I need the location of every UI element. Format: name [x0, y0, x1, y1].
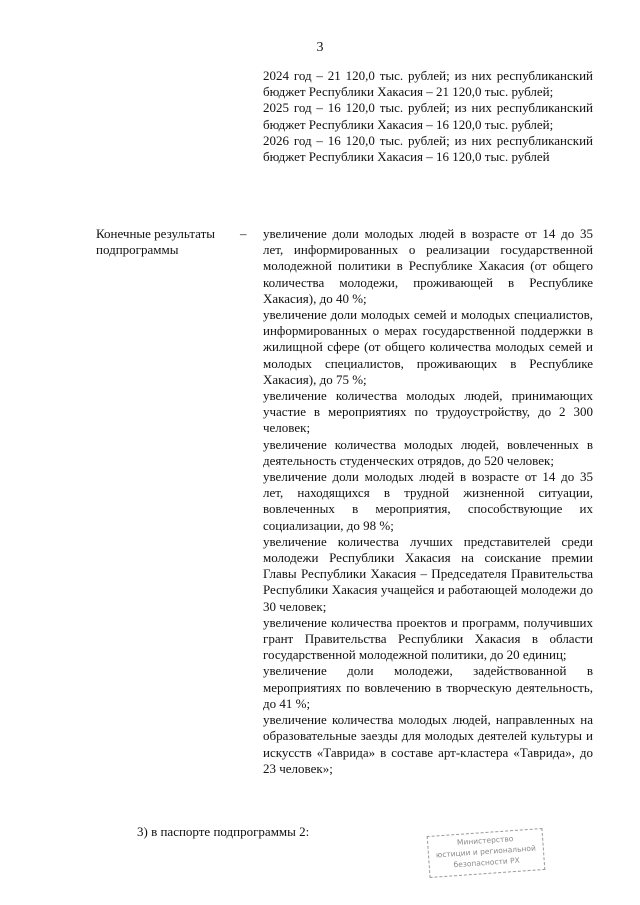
result-item: увеличение доли молодых людей в возрасте от 14 до 35 лет, находящихся в трудной жизненной ситуации, вовлеченных в мероприятия, способствующие их социализации, до 98 %; — [263, 469, 593, 533]
page-number: 3 — [316, 40, 324, 55]
section-heading: 3) в паспорте подпрограммы 2: — [137, 824, 310, 839]
result-item: увеличение доли молодых людей в возрасте от 14 до 35 лет, информированных о реализации государственной молодежной политики в Республике Хакасия (от общего количества молодежи, проживающей в Республике Хакасия), до 40 %; — [263, 226, 593, 306]
result-item: увеличение доли молодых семей и молодых специалистов, информированных о мерах государственной поддержки в жилищной сфере (от общего количества молодых семей и молодых специалистов, проживающих в Республике Хакасия), до 75 %; — [263, 307, 593, 387]
funding-block — [263, 68, 593, 165]
stamp-line: безопасности РХ — [453, 855, 521, 870]
funding-line: 2026 год – 16 120,0 тыс. рублей; из них республиканский бюджет Республики Хакасия – 16 120,0 тыс. рублей — [263, 132, 593, 165]
result-item: увеличение количества лучших представителей среди молодежи Республики Хакасия на соискание премии Главы Республики Хакасия – Председателя Правительства Республики Хакасия учащейся и работающей молодежи до 30 человек; — [263, 533, 593, 614]
stamp-line: юстиции и региональной — [435, 843, 537, 860]
funding-line: 2024 год – 21 120,0 тыс. рублей; из них республиканский бюджет Республики Хакасия – 21 120,0 тыс. рублей; — [263, 68, 593, 100]
result-item: увеличение доли молодежи, задействованной в мероприятиях по вовлечению в творческую деятельность, до 41 %; — [263, 663, 593, 711]
funding-line: 2025 год – 16 120,0 тыс. рублей; из них республиканский бюджет Республики Хакасия – 16 120,0 тыс. рублей; — [263, 100, 593, 132]
result-item: увеличение количества молодых людей, принимающих участие в мероприятиях по трудоустройству, до 2 300 человек; — [263, 388, 593, 436]
label-dash: – — [240, 226, 247, 241]
result-item: увеличение количества молодых людей, направленных на образовательные заезды для молодых деятелей культуры и искусств «Таврида» в составе арт-кластера «Таврида», до 23 человек»; — [263, 712, 593, 776]
results-list — [263, 226, 593, 777]
result-item: увеличение количества проектов и программ, получивших грант Правительства Республики Хакасия в области государственной молодежной политики, до 20 единиц; — [263, 614, 593, 663]
registration-stamp — [427, 828, 546, 878]
results-label: Конечные результаты подпрограммы — [96, 226, 216, 258]
result-item: увеличение количества молодых людей, вовлеченных в деятельность студенческих отрядов, до 520 человек; — [263, 436, 593, 468]
stamp-line: Министерство — [456, 834, 514, 847]
